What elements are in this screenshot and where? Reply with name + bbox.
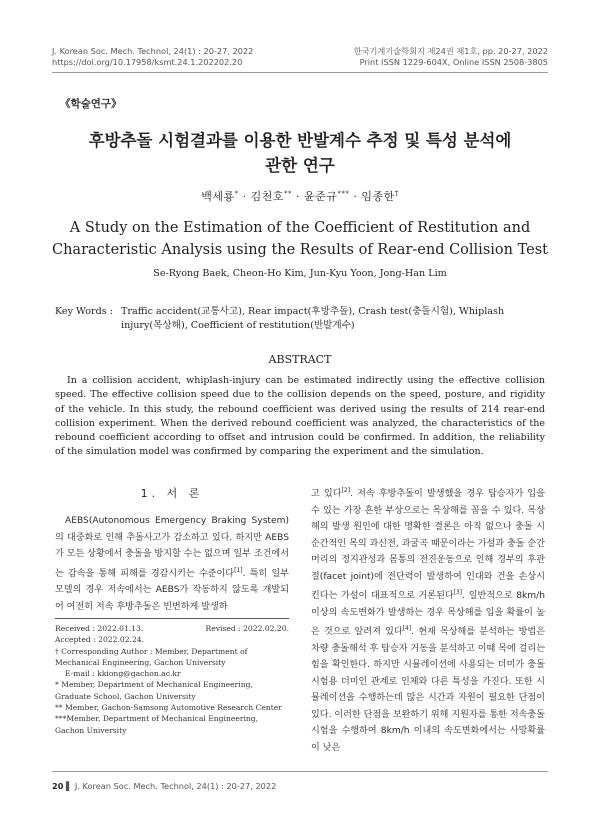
footnotes	[55, 618, 289, 736]
doi-link[interactable]: https://doi.org/10.17958/ksmt.24.1.202202.20	[52, 57, 243, 67]
author-mark: ***	[337, 189, 350, 198]
received-date: Received : 2022.01.13.	[55, 624, 144, 633]
author-separator: ·	[349, 190, 362, 203]
header-divider	[52, 72, 548, 73]
footer-separator: ▌	[63, 781, 75, 791]
author-name: 백세룡	[201, 190, 235, 203]
abstract-body: In a collision accident, whiplash-injury can be estimated indirectly using the effective collision speed. The effective collision speed due to the collision depends on the speed, posture, and rigidity of the vehicle. In this study, the rebound coefficient was derived using the results of 214 rear-end collision experiment. When the derived rebound coefficient was analyzed, the characteristics of the rebound coefficient according to offset and intrusion could be confirmed. In addition, the reliability of the simulation model was confirmed by comparing the experiment and the simulation.	[55, 375, 545, 458]
section-heading-introduction: 1. 서 론	[140, 487, 204, 500]
citation-ref[interactable]: [2]	[341, 487, 351, 494]
keywords-text: Traffic accident(교통사고), Rear impact(후방추돌), Crash test(충돌시험), Whiplash injury(목상해), Coefficient of restitution(반발계수)	[121, 306, 505, 331]
author-mark: †	[394, 189, 399, 198]
affiliation-note: ***Member, Department of Mechanical Engineering, Gachon University	[55, 714, 259, 735]
body-paragraph: AEBS(Autonomous Emergency Braking System)의 대중화로 인해 추돌사고가 감소하고 있다. 하지만 AEBS가 모든 상황에서 충돌을 방지할 수는 없으며 일부 조건에서는 감속을 통해 피해를 경감시키는 수준이다[1]. 특히 일부 모델의 경우 저속에서는 AEBS가 작동하지 않도록 개발되어 여전히 저속 후방추돌은 빈번하게 발생하	[55, 516, 290, 612]
author-mark: **	[284, 189, 292, 198]
author-mark: *	[234, 189, 239, 198]
running-header-left	[52, 46, 253, 68]
title-english-line-2: Characteristic Analysis using the Results of Rear-end Collision Test	[52, 242, 548, 258]
article-type-label: 《학술연구》	[60, 98, 122, 110]
title-korean-line-1: 후방추돌 시험결과를 이용한 반발계수 추정 및 특성 분석에	[88, 131, 512, 150]
running-header-right	[354, 46, 548, 68]
revised-date: Revised : 2022.02.20.	[205, 624, 289, 633]
citation-ref[interactable]: [4]	[402, 625, 412, 633]
authors-korean	[40, 188, 560, 204]
affiliation-note: ** Member, Gachon-Samsong Automotive Research Center	[55, 703, 282, 713]
journal-citation-ko: 한국기계기술학회지 제24권 제1호, pp. 20-27, 2022	[353, 46, 548, 56]
body-paragraph: 고 있다[2]. 저속 후방추돌이 발생했을 경우 탑승자가 입을 수 있는 가장 흔한 부상으로는 목상해를 꼽을 수 있다. 목상해의 발생 원인에 대한 명확한 결론은 아직 없으나 충돌 시 순간적인 목의 과신전, 과굴곡 때문이라는 가설과 충돌 순간 머리의 정지관성과 몸통의 전진운동으로 인해 경부의 후관절(facet joint)에 전단력이 발생하여 인대와 건을 손상시킨다는 가설이 대표적으로 거론된다[3]. 일반적으로 8km/h이상의 속도변화가 발생하는 경우 목상해를 입을 확률이 높은 것으로 알려져 있다[4]. 현재 목상해를 분석하는 방법은 차량 충돌해석 후 탑승자 거동을 분석하고 이때 목에 걸리는 힘을 확인한다. 하지만 시뮬레이션에 사용되는 더미가 충돌시험용 더미인 관계로 인체와 다른 특성을 가진다. 또한 시뮬레이션을 수행하는데 많은 시간과 자원이 필요한 단점이 있다. 이러한 단점을 보완하기 위해 지원자를 통한 저속충돌시험을 수행하여 8km/h 이내의 속도변화에서는 사망확률이 낮은	[311, 487, 545, 753]
page-number: 20	[52, 781, 64, 791]
title-english-line-1: A Study on the Estimation of the Coefficient of Restitution and	[69, 220, 531, 236]
citation-ref[interactable]: [3]	[453, 589, 463, 597]
left-column	[55, 483, 289, 615]
accepted-date: Accepted : 2022.02.24.	[55, 635, 145, 645]
author-separator: ·	[292, 190, 304, 203]
page-footer	[52, 781, 276, 791]
title-korean-line-2: 관한 연구	[265, 156, 335, 175]
keywords-block	[55, 305, 545, 333]
footer-divider	[52, 771, 548, 772]
corresponding-author-note: † Corresponding Author : Member, Department of Mechanical Engineering, Gachon University	[55, 646, 248, 667]
footer-citation: J. Korean Soc. Mech. Technol, 24(1) : 20-27, 2022	[74, 781, 277, 791]
issn-line: Print ISSN 1229-604X, Online ISSN 2508-3805	[359, 57, 548, 67]
right-column	[311, 483, 545, 756]
journal-citation: J. Korean Soc. Mech. Technol, 24(1) : 20-27, 2022	[52, 46, 254, 56]
author-name: 임종한	[361, 190, 395, 203]
authors-english: Se-Ryong Baek, Cheon-Ho Kim, Jun-Kyu Yoon, Jong-Han Lim	[153, 268, 447, 279]
affiliation-note: * Member, Department of Mechanical Engineering, Graduate School, Gachon University	[55, 680, 253, 701]
title-korean	[40, 128, 560, 178]
corresponding-email[interactable]: E-mail : kkiong@gachon.ac.kr	[65, 669, 181, 679]
author-separator: ·	[238, 190, 251, 203]
author-name: 윤준규	[304, 190, 338, 203]
abstract-heading: ABSTRACT	[268, 353, 332, 366]
author-name: 김천호	[250, 190, 284, 203]
citation-ref[interactable]: [1]	[234, 566, 243, 574]
keywords-label: Key Words :	[55, 306, 113, 317]
title-english	[40, 217, 560, 261]
